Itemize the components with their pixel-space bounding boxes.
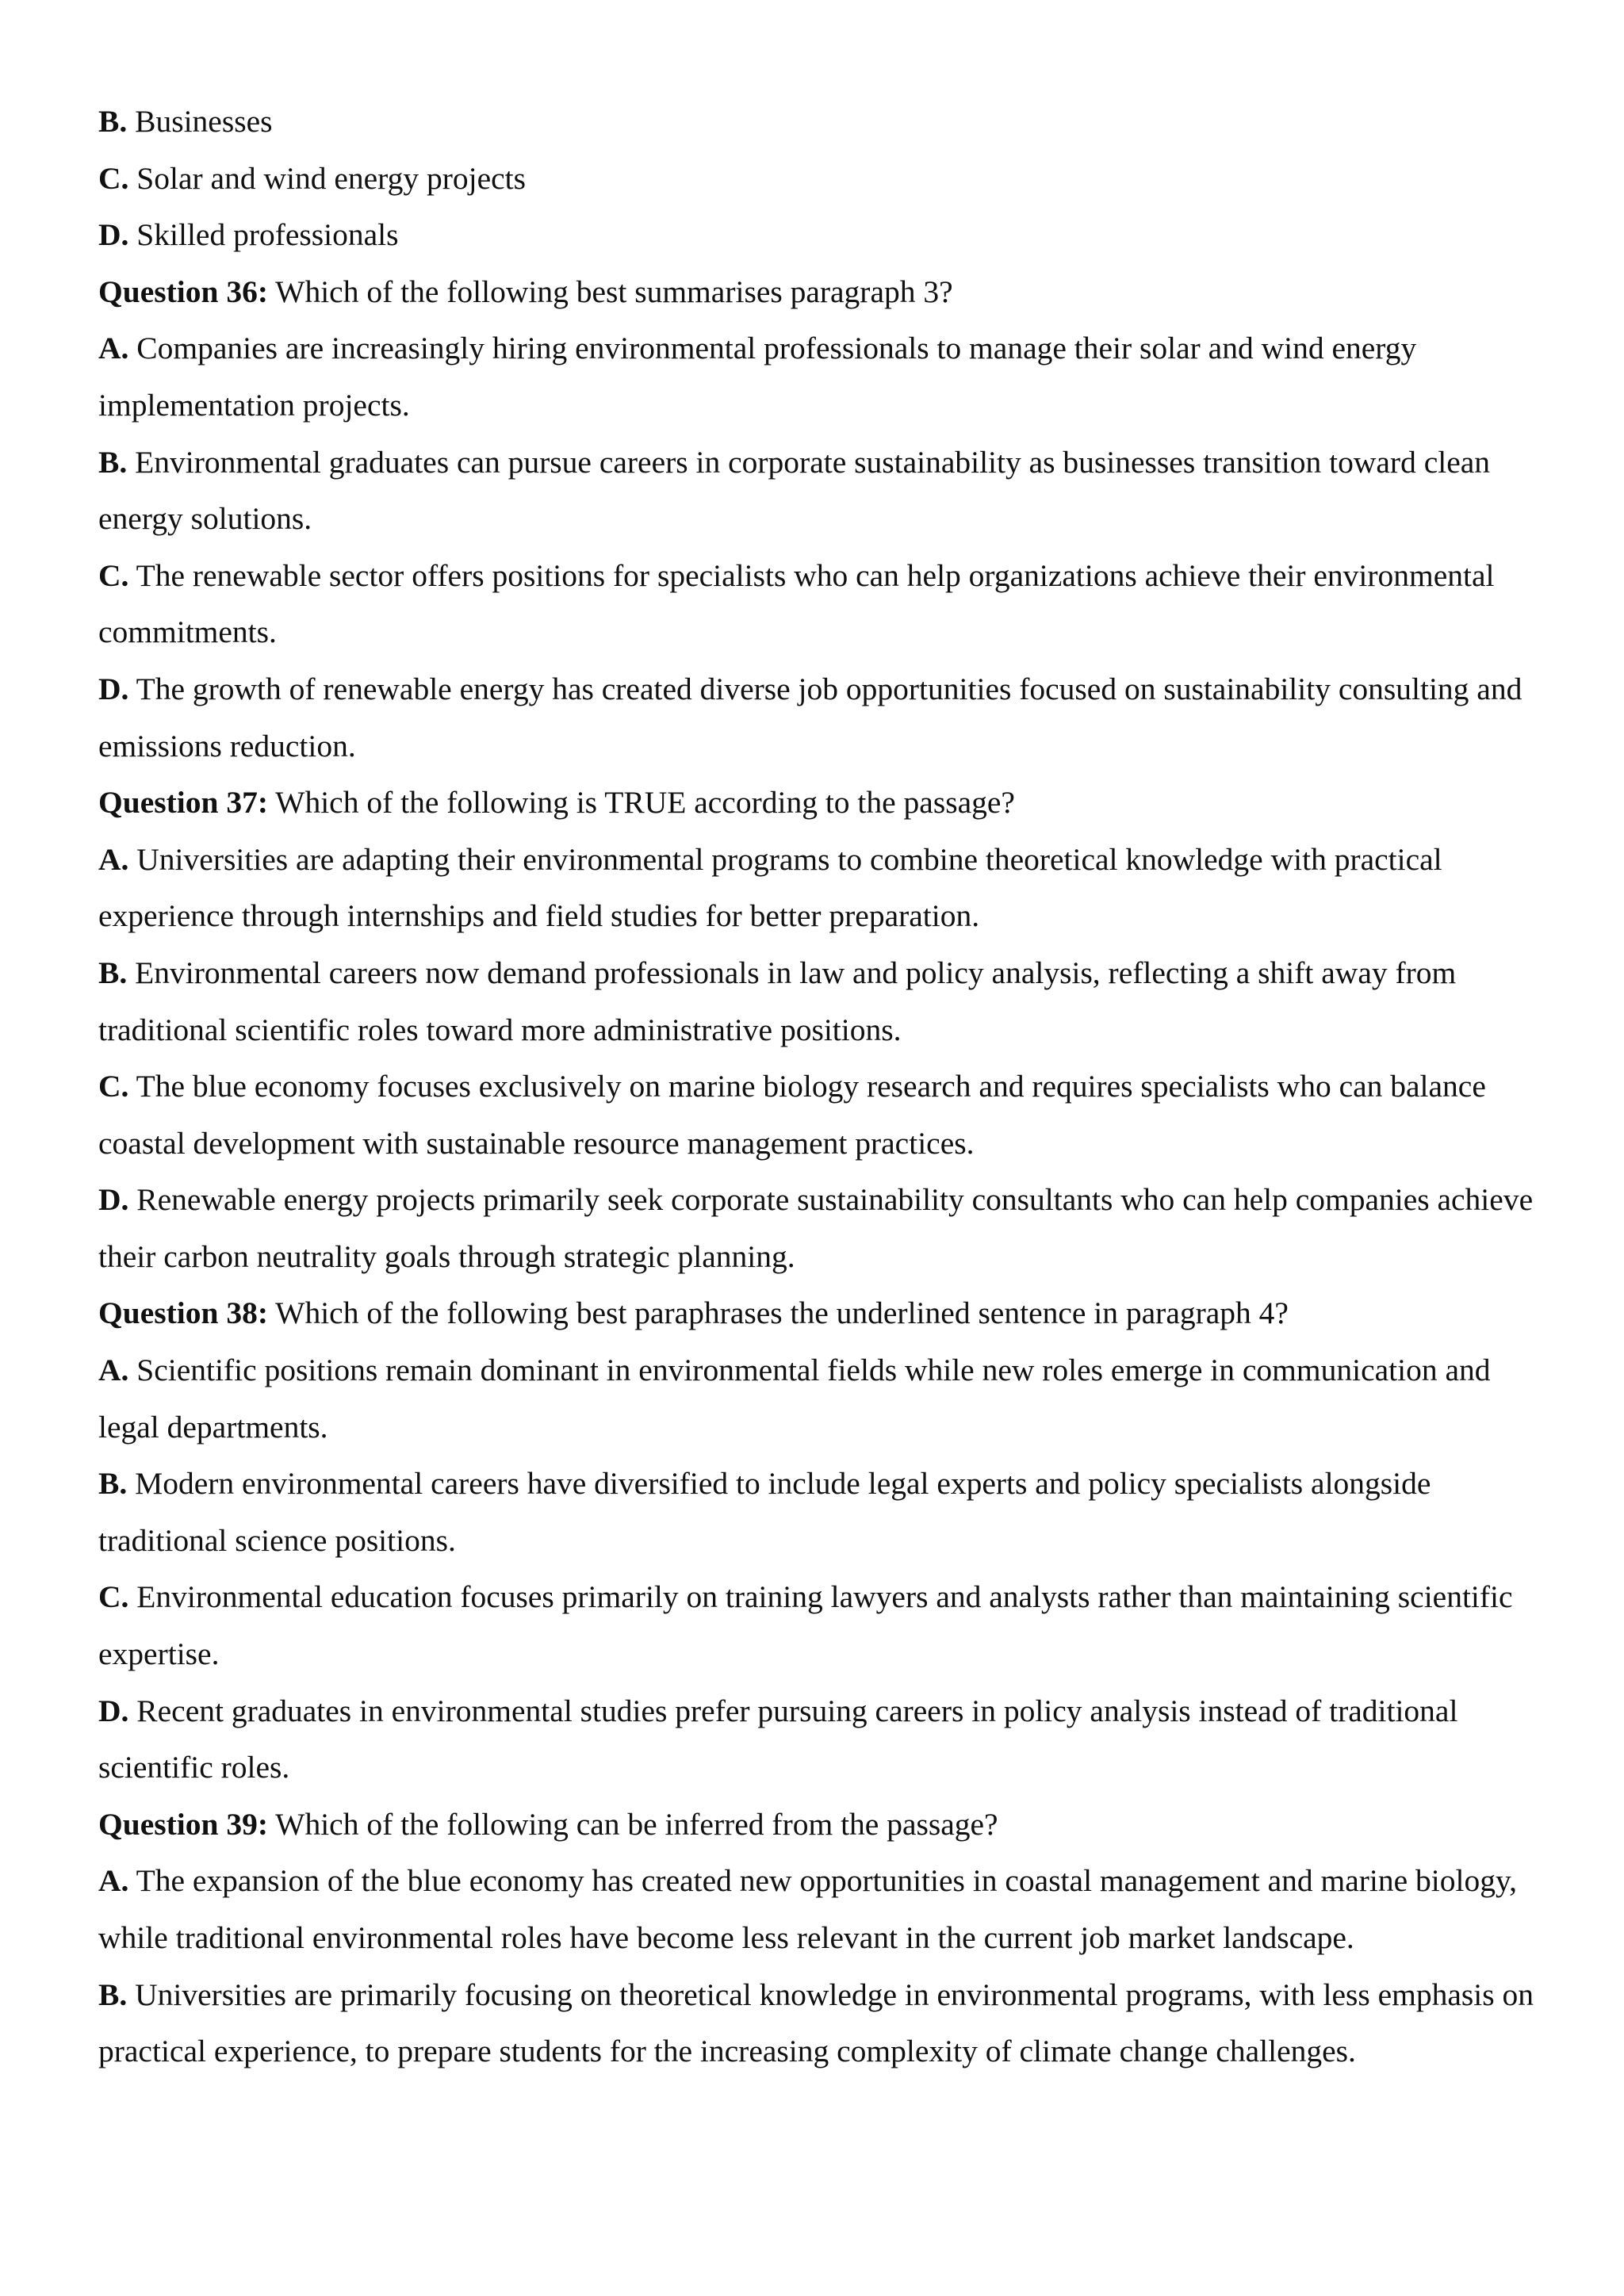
- option-text: The growth of renewable energy has created diverse job opportunities focused on sustainability consulting and emissions reduction.: [98, 671, 1522, 763]
- question-38-stem: [98, 1285, 1542, 1342]
- option-letter: C.: [98, 160, 129, 196]
- question-text: Which of the following best paraphrases the underlined sentence in paragraph 4?: [275, 1295, 1289, 1331]
- option-letter: C.: [98, 1579, 129, 1615]
- option-text: Environmental graduates can pursue careers in corporate sustainability as businesses transition toward clean energy solutions.: [98, 444, 1491, 537]
- option-letter: C.: [98, 1069, 129, 1104]
- option-text: The expansion of the blue economy has created new opportunities in coastal management and marine biology, while traditional environmental roles have become less relevant in the current job market landscape.: [98, 1863, 1518, 1955]
- question-39-option-b: [98, 1967, 1542, 2080]
- option-letter: D.: [98, 671, 129, 706]
- question-36-option-b: [98, 434, 1542, 548]
- option-letter: D.: [98, 1182, 129, 1218]
- option-text: Universities are primarily focusing on theoretical knowledge in environmental programs, with less emphasis on practical experience, to prepare students for the increasing complexity of climate change challenges.: [98, 1976, 1534, 2069]
- question-39-option-a: [98, 1853, 1542, 1966]
- option-text: The renewable sector offers positions for specialists who can help organizations achieve their environmental commitments.: [98, 557, 1495, 650]
- question-text: Which of the following is TRUE according to the passage?: [275, 785, 1015, 821]
- question-37-option-d: [98, 1172, 1542, 1285]
- question-37-option-a: [98, 832, 1542, 945]
- question-text: Which of the following can be inferred from the passage?: [275, 1806, 998, 1842]
- question-36-stem: [98, 264, 1542, 321]
- question-text: Which of the following best summarises paragraph 3?: [275, 274, 953, 309]
- option-text: Scientific positions remain dominant in environmental fields while new roles emerge in communication and legal departments.: [98, 1353, 1491, 1445]
- question-37-option-b: [98, 945, 1542, 1058]
- question-label: Question 38:: [98, 1295, 268, 1331]
- option-letter: D.: [98, 1693, 129, 1728]
- option-text: Environmental education focuses primarily on training lawyers and analysts rather than maintaining scientific expertise.: [98, 1579, 1513, 1672]
- option-letter: B.: [98, 1976, 128, 2012]
- question-38-option-a: [98, 1342, 1542, 1456]
- option-text: Companies are increasingly hiring environmental professionals to manage their solar and wind energy implementation projects.: [98, 331, 1417, 423]
- option-text: Modern environmental careers have diversified to include legal experts and policy specialists alongside traditional science positions.: [98, 1466, 1431, 1558]
- question-38-option-d: [98, 1683, 1542, 1797]
- question-38-option-c: [98, 1569, 1542, 1682]
- option-letter: A.: [98, 1863, 129, 1899]
- question-label: Question 39:: [98, 1806, 268, 1842]
- question-37-stem: [98, 775, 1542, 832]
- option-d: [98, 207, 1542, 264]
- option-letter: B.: [98, 104, 128, 139]
- option-text: Environmental careers now demand professionals in law and policy analysis, reflecting a shift away from traditional scientific roles toward more administrative positions.: [98, 955, 1457, 1047]
- option-letter: B.: [98, 444, 128, 480]
- option-letter: A.: [98, 331, 129, 366]
- option-letter: B.: [98, 1466, 128, 1502]
- question-37-option-c: [98, 1058, 1542, 1172]
- question-36-option-d: [98, 661, 1542, 775]
- option-letter: A.: [98, 1353, 129, 1388]
- option-text: Recent graduates in environmental studies prefer pursuing careers in policy analysis instead of traditional scientific roles.: [98, 1693, 1458, 1785]
- question-label: Question 36:: [98, 274, 268, 309]
- option-text: The blue economy focuses exclusively on marine biology research and requires specialists who can balance coastal development with sustainable resource management practices.: [98, 1069, 1486, 1161]
- option-letter: B.: [98, 955, 128, 990]
- option-letter: A.: [98, 841, 129, 877]
- option-text: Businesses: [135, 104, 273, 139]
- question-36-option-c: [98, 548, 1542, 661]
- option-text: Renewable energy projects primarily seek corporate sustainability consultants who can help companies achieve their carbon neutrality goals through strategic planning.: [98, 1182, 1534, 1274]
- option-b: [98, 94, 1542, 151]
- question-label: Question 37:: [98, 785, 268, 821]
- question-36-option-a: [98, 320, 1542, 434]
- option-text: Skilled professionals: [136, 217, 399, 253]
- option-c: [98, 151, 1542, 208]
- option-text: Solar and wind energy projects: [136, 160, 526, 196]
- option-letter: D.: [98, 217, 129, 253]
- option-letter: C.: [98, 557, 129, 593]
- option-text: Universities are adapting their environmental programs to combine theoretical knowledge with practical experience through internships and field studies for better preparation.: [98, 841, 1442, 934]
- question-38-option-b: [98, 1456, 1542, 1569]
- question-39-stem: [98, 1797, 1542, 1854]
